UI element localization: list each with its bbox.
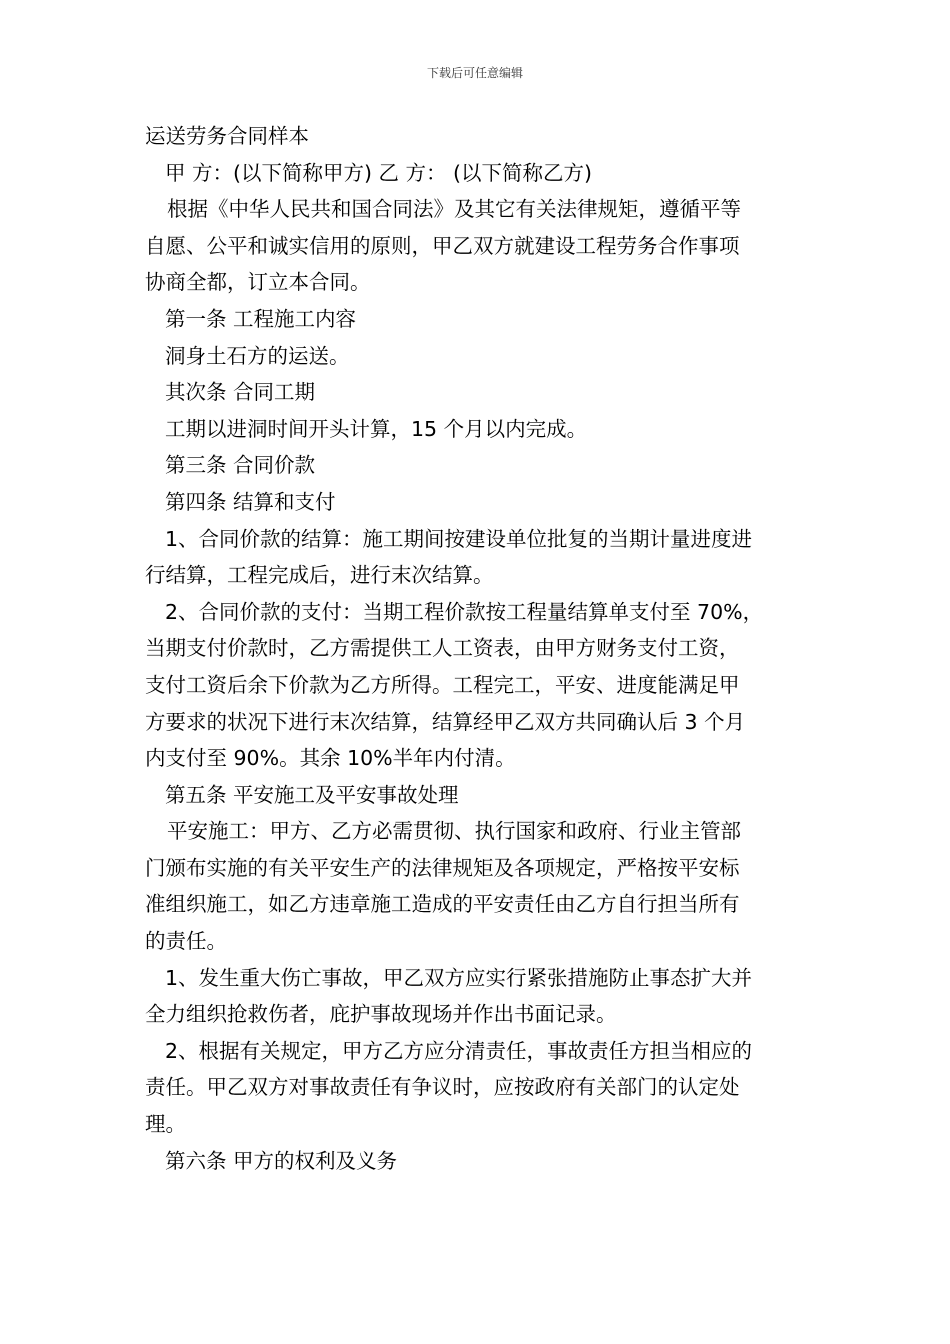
document-line: 根据《中华人民共和国合同法》及其它有关法律规矩，遵循平等	[167, 197, 741, 222]
document-line: 方要求的状况下进行末次结算，结算经甲乙双方共同确认后 3 个月	[145, 709, 746, 734]
document-line: 理。	[145, 1112, 186, 1137]
document-line: 1、合同价款的结算：施工期间按建设单位批复的当期计量进度进	[165, 526, 753, 551]
document-line: 第五条 平安施工及平安事故处理	[165, 782, 459, 807]
document-line: 门颁布实施的有关平安生产的法律规矩及各项规定，严格按平安标	[145, 855, 740, 880]
document-line: 工期以进洞时间开头计算，15 个月以内完成。	[165, 416, 588, 441]
page-header: 下载后可任意编辑	[426, 66, 523, 80]
document-line: 其次条 合同工期	[165, 380, 316, 405]
document-title: 运送劳务合同样本	[145, 124, 309, 148]
document-line: 自愿、公平和诚实信用的原则，甲乙双方就建设工程劳务合作事项	[145, 233, 740, 258]
document-line: 平安施工：甲方、乙方必需贯彻、执行国家和政府、行业主管部	[167, 819, 741, 844]
document-line: 当期支付价款时，乙方需提供工人工资表，由甲方财务支付工资，	[145, 636, 740, 661]
document-line: 洞身土石方的运送。	[165, 343, 350, 368]
document-line: 2、合同价款的支付：当期工程价款按工程量结算单支付至 70%，	[165, 599, 764, 624]
document-line: 第三条 合同价款	[165, 453, 316, 478]
document-line: 的责任。	[145, 929, 227, 954]
document-line: 甲 方：(以下简称甲方) 乙 方： (以下简称乙方)	[165, 160, 593, 185]
document-line: 责任。甲乙双方对事故责任有争议时，应按政府有关部门的认定处	[145, 1075, 740, 1100]
document-line: 2、根据有关规定，甲方乙方应分清责任，事故责任方担当相应的	[165, 1038, 753, 1063]
document-line: 协商全都，订立本合同。	[145, 270, 371, 295]
document-line: 支付工资后余下价款为乙方所得。工程完工，平安、进度能满足甲	[145, 672, 740, 697]
document-line: 第四条 结算和支付	[165, 489, 336, 514]
document-line: 内支付至 90%。其余 10%半年内付清。	[145, 746, 516, 771]
document-line: 1、发生重大伤亡事故，甲乙双方应实行紧张措施防止事态扩大并	[165, 965, 753, 990]
document-line: 第六条 甲方的权利及义务	[165, 1148, 398, 1173]
document-line: 第一条 工程施工内容	[165, 306, 357, 331]
document-line: 行结算，工程完成后，进行末次结算。	[145, 563, 494, 588]
document-line: 全力组织抢救伤者，庇护事故现场并作出书面记录。	[145, 1002, 617, 1027]
document-line: 准组织施工，如乙方违章施工造成的平安责任由乙方自行担当所有	[145, 892, 740, 917]
document-body	[145, 118, 810, 1179]
